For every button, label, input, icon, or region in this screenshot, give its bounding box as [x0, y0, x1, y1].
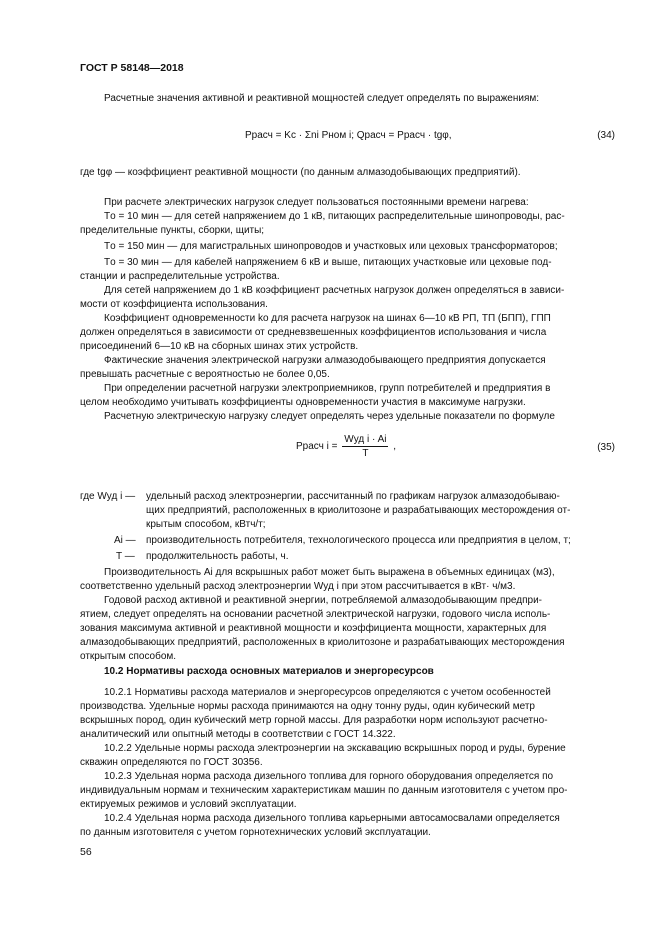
- formula-35-tail: ,: [393, 441, 397, 453]
- text-line: Tо = 10 мин — для сетей напряжением до 1 кВ, питающих распределительные шинопроводы, рас-: [104, 211, 565, 222]
- heating-intro: При расчете электрических нагрузок следует пользоваться постоянными времени нагрева:: [104, 197, 529, 208]
- text-line: Годовой расход активной и реактивной энергии, потребляемой алмазодобывающим предпри-: [104, 595, 542, 606]
- text-line: превышать расчетные с вероятностью не более 0,05.: [80, 369, 330, 380]
- text-line: открытым способом.: [80, 651, 177, 662]
- t10-paragraph: [80, 210, 615, 238]
- text-line: вскрышных пород, один кубический метр горной массы. Для разработки норм используют расчетно-: [80, 715, 548, 726]
- text-line: 10.2.4 Удельная норма расхода дизельного топлива карьерными автосамосвалами определяется: [104, 813, 560, 824]
- text-line: При определении расчетной нагрузки электроприемников, групп потребителей и предприятия в: [104, 383, 551, 394]
- text-line: щих предприятий, расположенных в криолитозоне и разрабатывающих месторождения от-: [146, 505, 571, 516]
- text-line: соответственно удельный расход электроэнергии Wуд i при этом рассчитывается в кВт· ч/м3.: [80, 581, 516, 592]
- para-actual: [80, 354, 615, 382]
- text-line: должен определяться в зависимости от средневзвешенных коэффициентов использования и числа: [80, 327, 547, 338]
- formula-35: [80, 432, 615, 472]
- formula-35-numerator: Wуд i · Ai: [344, 434, 387, 445]
- text-line: станции и распределительные устройства.: [80, 271, 280, 282]
- intro-paragraph: Расчетные значения активной и реактивной мощностей следует определять по выражениям:: [104, 93, 540, 104]
- para-annual: [80, 594, 615, 664]
- para-1kv: [80, 284, 615, 312]
- text-line: мости от коэффициента использования.: [80, 299, 268, 310]
- text-line: аналитический или опытный методы в соответствии с ГОСТ 14.322.: [80, 729, 396, 740]
- text-line: удельный расход электроэнергии, рассчитанный по графикам нагрузок алмазодобываю-: [146, 491, 560, 502]
- formula-35-number: (35): [597, 442, 615, 453]
- text-line: индивидуальным нормам и техническим характеристикам машин по данным изготовителя с учетом про-: [80, 785, 568, 796]
- text-line: зования максимума активной и реактивной мощности и коэффициента мощности, характерных для: [80, 623, 547, 634]
- text-line: алмазодобывающих предприятий, расположенных в криолитозоне и разрабатывающих месторождения: [80, 637, 565, 648]
- formula-34-expression: Pрасч = Kс · Σni Pном i; Qрасч = Pрасч · tgφ,: [245, 130, 452, 141]
- formula-35-body: [296, 434, 396, 459]
- text-line: Коэффициент одновременности kо для расчета нагрузок на шинах 6—10 кВ РП, ТП (БПП), ГПП: [104, 313, 551, 324]
- text-line: ектируемых режимов и условий эксплуатации.: [80, 799, 297, 810]
- text-line: Для сетей напряжением до 1 кВ коэффициент расчетных нагрузок должен определяться в зависи-: [104, 285, 565, 296]
- t-definition: продолжительность работы, ч.: [146, 551, 289, 562]
- para-10-2-1: [80, 686, 615, 742]
- para-10-2-4: [80, 812, 615, 840]
- t-label: T —: [116, 551, 135, 562]
- formula-35-fraction: [342, 434, 388, 459]
- text-line: Фактические значения электрической нагрузки алмазодобывающего предприятия допускается: [104, 355, 546, 366]
- a-definition: производительность потребителя, технологического процесса или предприятия в целом, т;: [146, 535, 571, 546]
- a-label: Ai —: [114, 535, 136, 546]
- text-line: пределительные пункты, сборки, щиты;: [80, 225, 265, 236]
- w-label: где Wуд i —: [80, 491, 136, 502]
- text-line: 10.2.2 Удельные нормы расхода электроэнергии на экскавацию вскрышных пород и руды, бурение: [104, 743, 566, 754]
- text-line: присоединений 6—10 кВ на сборных шинах этих устройств.: [80, 341, 359, 352]
- formula-35-denominator: T: [362, 448, 369, 459]
- para-10-2-3: [80, 770, 615, 812]
- para-overburden: [80, 566, 615, 594]
- text-line: целом необходимо учитывать коэффициенты одновременности участия в максимуме нагрузки.: [80, 397, 526, 408]
- formula-34-number: (34): [597, 130, 615, 141]
- formula-34: [80, 124, 615, 164]
- text-line: скважин определяются по ГОСТ 30356.: [80, 757, 263, 768]
- text-line: Производительность Ai для вскрышных работ может быть выражена в объемных единицах (м3),: [104, 567, 555, 578]
- section-heading: 10.2 Нормативы расхода основных материалов и энергоресурсов: [104, 666, 434, 677]
- formula-35-lhs: Pрасч i =: [296, 441, 338, 453]
- text-line: ятием, следует определять на основании расчетной электрической нагрузки, годового числа исполь-: [80, 609, 551, 620]
- w-definition: [146, 490, 570, 532]
- text-line: производства. Удельные нормы расхода принимаются на одну тонну руды, один кубический метр: [80, 701, 535, 712]
- page-number: 56: [80, 846, 92, 858]
- t30-paragraph: [80, 256, 615, 284]
- tg-definition: где tgφ — коэффициент реактивной мощности (по данным алмазодобывающих предприятий).: [80, 167, 521, 178]
- para-specific: Расчетную электрическую нагрузку следует определять через удельные показатели по формуле: [104, 411, 555, 422]
- para-10-2-2: [80, 742, 615, 770]
- para-load: [80, 382, 615, 410]
- text-line: крытым способом, кВтч/т;: [146, 519, 266, 530]
- text-line: 10.2.1 Нормативы расхода материалов и энергоресурсов определяются с учетом особенностей: [104, 687, 551, 698]
- text-line: Tо = 30 мин — для кабелей напряжением 6 кВ и выше, питающих участковые или цеховые под-: [104, 257, 552, 268]
- document-header: ГОСТ Р 58148—2018: [80, 62, 184, 74]
- text-line: 10.2.3 Удельная норма расхода дизельного топлива для горного оборудования определяется по: [104, 771, 554, 782]
- para-ko: [80, 312, 615, 354]
- text-line: по данным изготовителя с учетом горнотехнических условий эксплуатации.: [80, 827, 431, 838]
- t150-paragraph: Tо = 150 мин — для магистральных шинопроводов и участковых или цеховых трансформаторов;: [104, 241, 558, 252]
